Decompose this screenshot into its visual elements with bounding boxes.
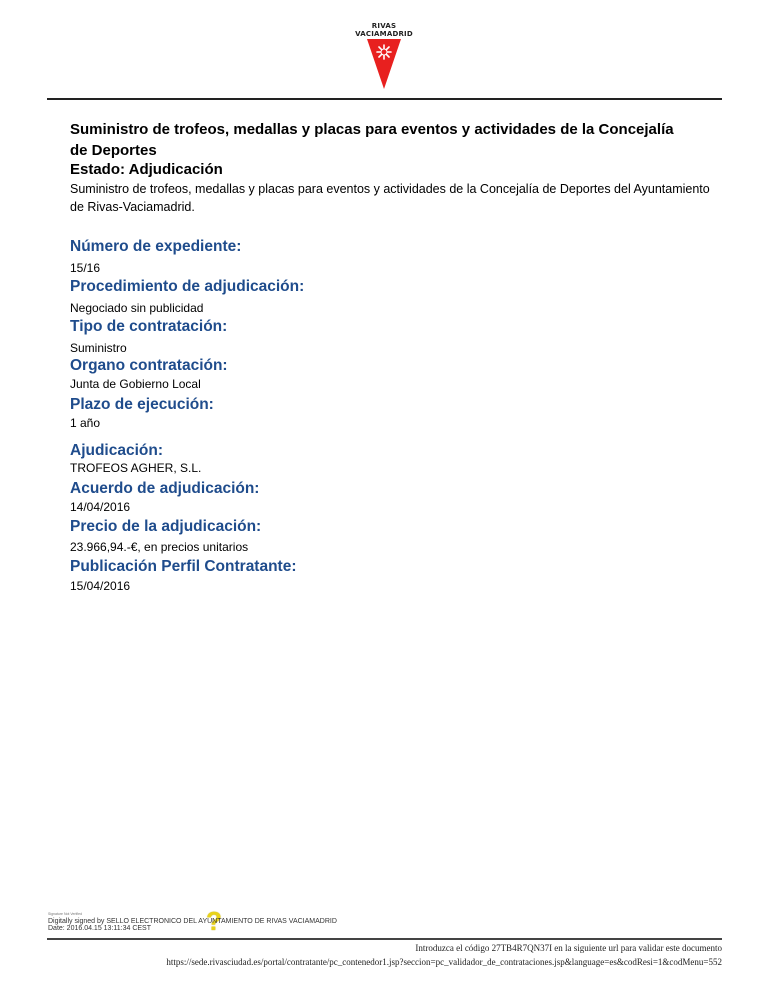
signature-status: Signature Not Verified (48, 912, 83, 916)
field-label-organo: Organo contratación: (70, 357, 228, 374)
status-heading: Estado: Adjudicación (70, 161, 223, 178)
field-value-organo: Junta de Gobierno Local (70, 377, 201, 391)
signature-date: Date: 2016.04.15 13:11:34 CEST (48, 925, 151, 932)
field-value-precio: 23.966,94.-€, en precios unitarios (70, 540, 249, 554)
header-divider (47, 98, 722, 100)
field-value-expediente: 15/16 (70, 261, 101, 275)
logo (334, 22, 434, 89)
footer-divider (47, 938, 722, 940)
document-description: Suministro de trofeos, medallas y placas para eventos y actividades de la Concejalía de Deportes del Ayuntamiento de Rivas-Vaciamadrid. (70, 182, 710, 214)
field-label-publicacion: Publicación Perfil Contratante: (70, 558, 297, 575)
signature-signer: Digitally signed by SELLO ELECTRONICO DEL AYUNTAMIENTO DE RIVAS VACIAMADRID (48, 918, 337, 925)
field-label-precio: Precio de la adjudicación: (70, 518, 262, 535)
logo-pennant-icon (364, 39, 404, 89)
signature-block (48, 918, 337, 932)
field-value-acuerdo: 14/04/2016 (70, 500, 131, 514)
logo-text-rivas: RIVAS (371, 22, 397, 30)
document-title: Suministro de trofeos, medallas y placas para eventos y actividades de la Concejalía de Deportes (70, 121, 674, 159)
logo-text-vaciamadrid: VACIAMADRID (355, 30, 413, 38)
signature-unverified-icon: ? (206, 906, 222, 936)
field-value-publicacion: 15/04/2016 (70, 579, 131, 593)
validation-url[interactable]: https://sede.rivasciudad.es/portal/contratante/pc_contenedor1.jsp?seccion=pc_validador_de_contrataciones.jsp&language=es&codResi=1&codMenu=552 (166, 957, 722, 967)
field-value-procedimiento: Negociado sin publicidad (70, 301, 204, 315)
field-label-expediente: Número de expediente: (70, 238, 242, 255)
field-label-acuerdo: Acuerdo de adjudicación: (70, 480, 260, 497)
field-label-plazo: Plazo de ejecución: (70, 396, 214, 413)
field-value-tipo: Suministro (70, 341, 127, 355)
validation-instructions: Introduzca el código 27TB4R7QN37I en la siguiente url para validar este documento (415, 943, 722, 953)
field-value-adjudicacion: TROFEOS AGHER, S.L. (70, 461, 202, 475)
field-value-plazo: 1 año (70, 416, 101, 430)
field-label-adjudicacion: Ajudicación: (70, 442, 164, 459)
field-label-tipo: Tipo de contratación: (70, 318, 228, 335)
field-label-procedimiento: Procedimiento de adjudicación: (70, 278, 305, 295)
